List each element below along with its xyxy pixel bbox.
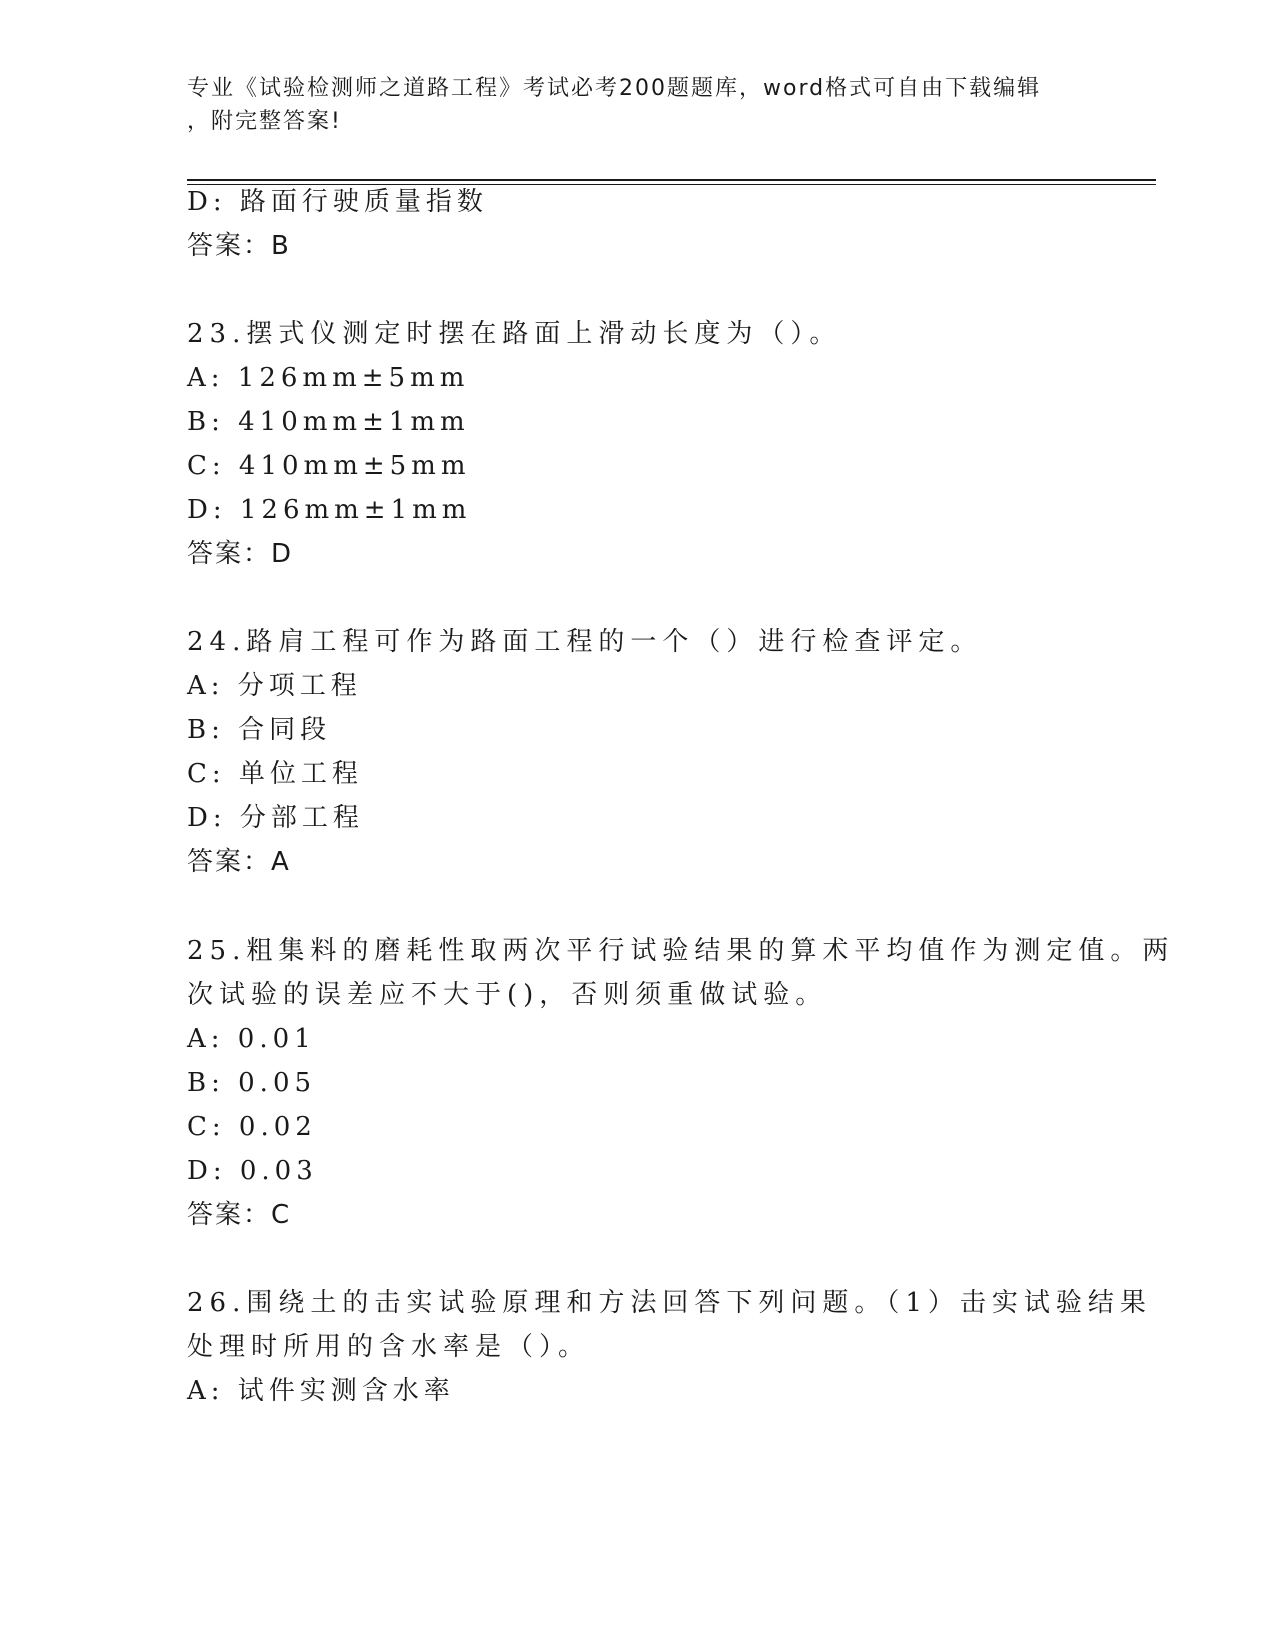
header-rule-thick: [187, 179, 1156, 181]
q24-option-b: B: 合同段: [187, 715, 332, 745]
q26-stem-line1: 26.围绕土的击实试验原理和方法回答下列问题。（1）击实试验结果: [187, 1288, 1152, 1318]
q23-stem: 23.摆式仪测定时摆在路面上滑动长度为（）。: [187, 319, 842, 349]
q26-stem-line2: 处理时所用的含水率是（）。: [187, 1332, 591, 1362]
document-header: [187, 72, 1067, 138]
q25-option-b: B: 0.05: [187, 1068, 317, 1098]
q25-option-a: A: 0.01: [187, 1024, 316, 1054]
prev-answer: 答案：B: [187, 231, 291, 261]
q25-option-d: D: 0.03: [187, 1156, 318, 1186]
header-rule-thin: [187, 184, 1156, 185]
q24-option-a: A: 分项工程: [187, 671, 362, 701]
q24-stem: 24.路肩工程可作为路面工程的一个（）进行检查评定。: [187, 627, 983, 657]
q23-option-a: A: 126mm±5mm: [187, 363, 470, 393]
q24-option-d: D: 分部工程: [187, 803, 364, 833]
q24-option-c: C: 单位工程: [187, 759, 363, 789]
q25-stem-line2: 次试验的误差应不大于()，否则须重做试验。: [187, 980, 828, 1010]
q23-option-b: B: 410mm±1mm: [187, 407, 470, 437]
q25-answer: 答案：C: [187, 1200, 292, 1230]
q26-option-a: A: 试件实测含水率: [187, 1376, 455, 1406]
header-title-line1: 专业《试验检测师之道路工程》考试必考200题题库，word格式可自由下载编辑: [187, 76, 1042, 101]
q25-stem-line1: 25.粗集料的磨耗性取两次平行试验结果的算术平均值作为测定值。两: [187, 936, 1175, 966]
q23-option-c: C: 410mm±5mm: [187, 451, 471, 481]
header-title-line2: ，附完整答案!: [187, 109, 342, 134]
q23-option-d: D: 126mm±1mm: [187, 495, 472, 525]
prev-option-d: D: 路面行驶质量指数: [187, 187, 488, 217]
q24-answer: 答案：A: [187, 847, 291, 877]
q25-option-c: C: 0.02: [187, 1112, 317, 1142]
q23-answer: 答案：D: [187, 539, 294, 569]
